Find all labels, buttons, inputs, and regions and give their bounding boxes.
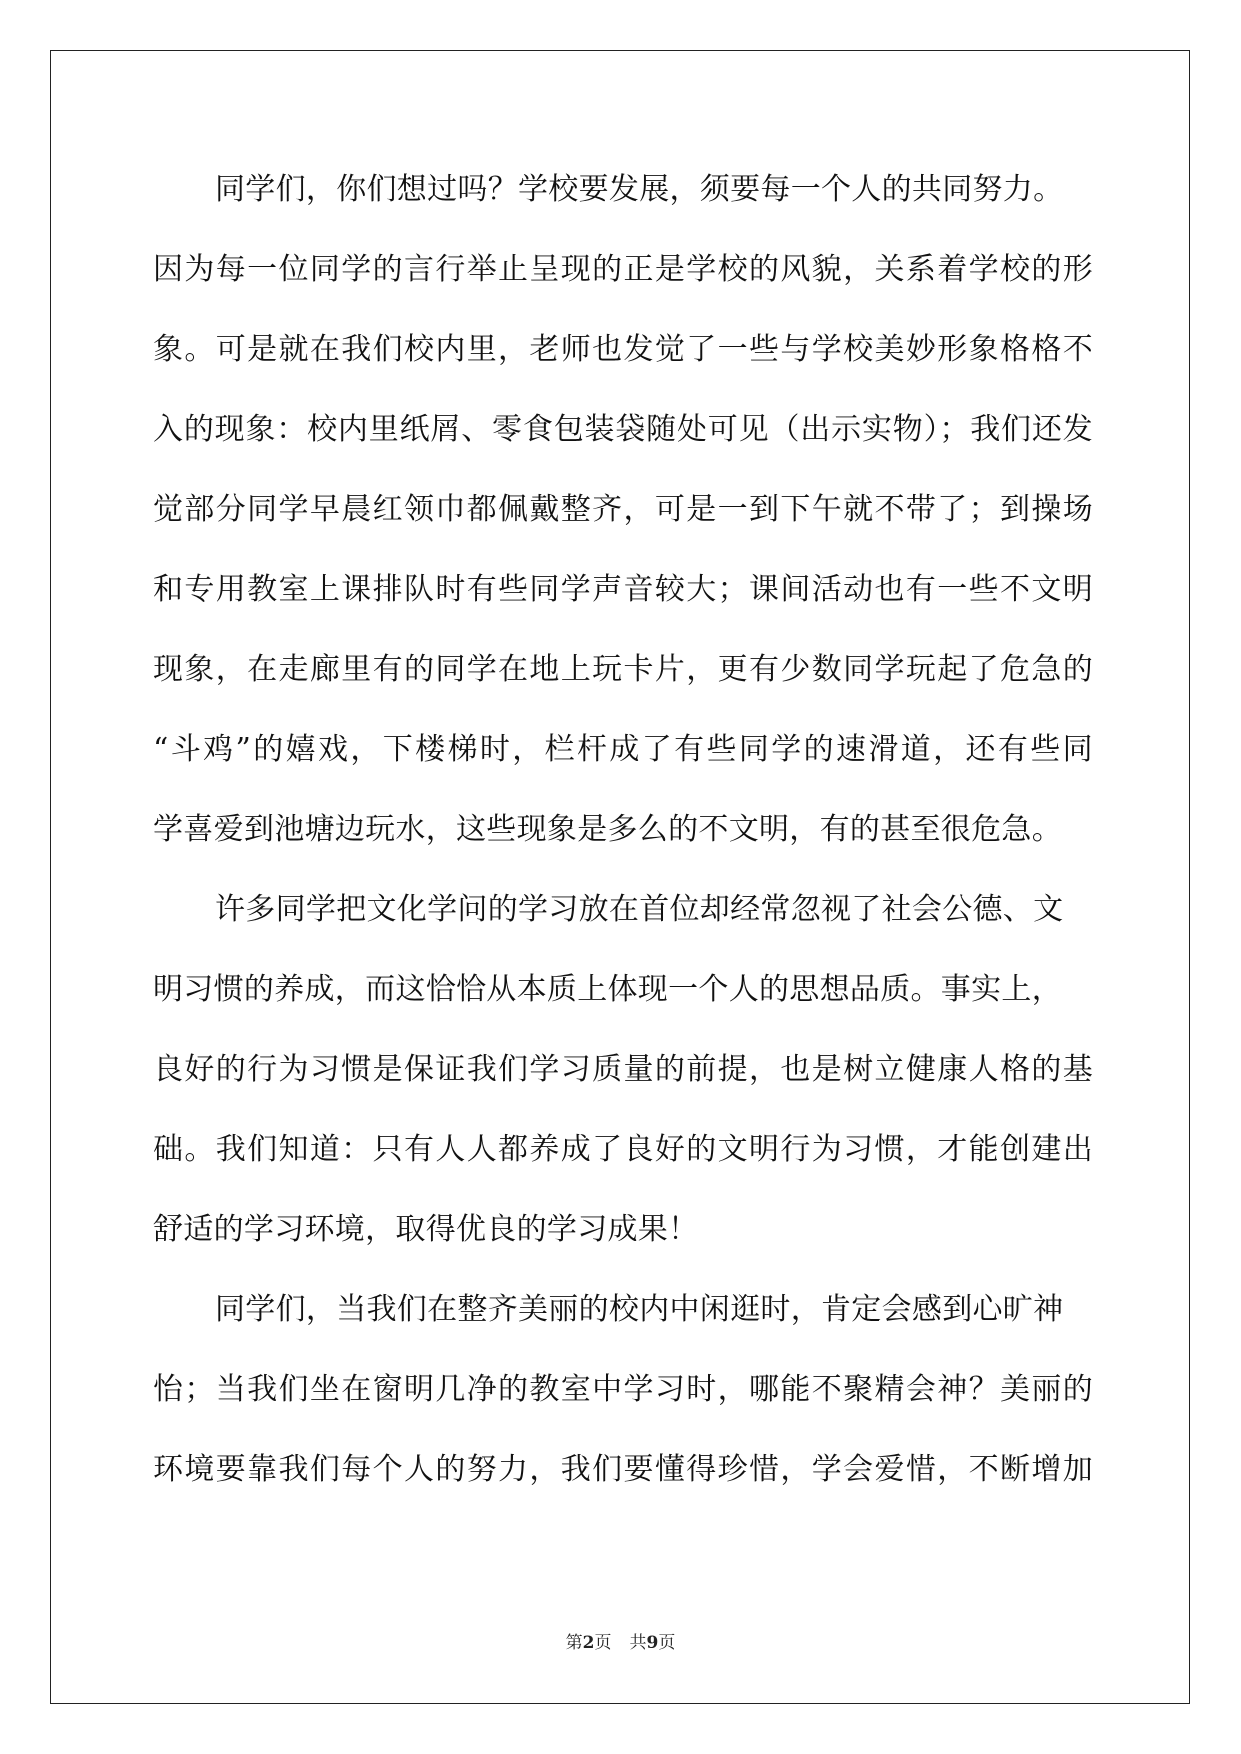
paragraph-line: 学喜爱到池塘边玩水，这些现象是多么的不文明，有的甚至很危急。 [153,812,1062,847]
total-pages: 9 [646,1633,659,1653]
paragraph-line: 象。可是就在我们校内里，老师也发觉了一些与学校美妙形象格格不 [153,332,1093,367]
paragraph-line: 良好的行为习惯是保证我们学习质量的前提，也是树立健康人格的基 [153,1052,1093,1087]
total-prefix: 共 [629,1633,647,1653]
page-suffix: 页 [594,1633,612,1653]
paragraph-line: 许多同学把文化学问的学习放在首位却经常忽视了社会公德、文 [215,892,1064,927]
paragraph-line: 和专用教室上课排队时有些同学声音较大；课间活动也有一些不文明 [153,572,1093,607]
paragraph-line: 入的现象：校内里纸屑、零食包装袋随处可见（出示实物）；我们还发 [153,412,1093,447]
paragraph-line: 环境要靠我们每个人的努力，我们要懂得珍惜，学会爱惜，不断增加 [153,1452,1093,1487]
paragraph-line: 础。我们知道：只有人人都养成了良好的文明行为习惯，才能创建出 [153,1132,1093,1167]
total-suffix: 页 [658,1633,676,1653]
paragraph-line: 因为每一位同学的言行举止呈现的正是学校的风貌，关系着学校的形 [153,252,1093,287]
paragraph-line: 同学们，当我们在整齐美丽的校内中闲逛时，肯定会感到心旷神 [215,1292,1064,1327]
paragraph-line: 同学们，你们想过吗？学校要发展，须要每一个人的共同努力。 [215,172,1064,207]
page-number: 2 [582,1633,595,1653]
paragraph-line: 舒适的学习环境，取得优良的学习成果！ [153,1212,699,1247]
paragraph-line: 现象，在走廊里有的同学在地上玩卡片，更有少数同学玩起了危急的 [153,652,1093,687]
paragraph-line: 怡；当我们坐在窗明几净的教室中学习时，哪能不聚精会神？美丽的 [153,1372,1093,1407]
page-footer [0,1628,1241,1653]
paragraph-line: “斗鸡”的嬉戏，下楼梯时，栏杆成了有些同学的速滑道，还有些同 [153,732,1093,767]
paragraph-line: 觉部分同学早晨红领巾都佩戴整齐，可是一到下午就不带了；到操场 [153,492,1093,527]
paragraph-line: 明习惯的养成，而这恰恰从本质上体现一个人的思想品质。事实上， [153,972,1062,1007]
page-prefix: 第 [565,1633,583,1653]
body-text [153,150,1093,1510]
